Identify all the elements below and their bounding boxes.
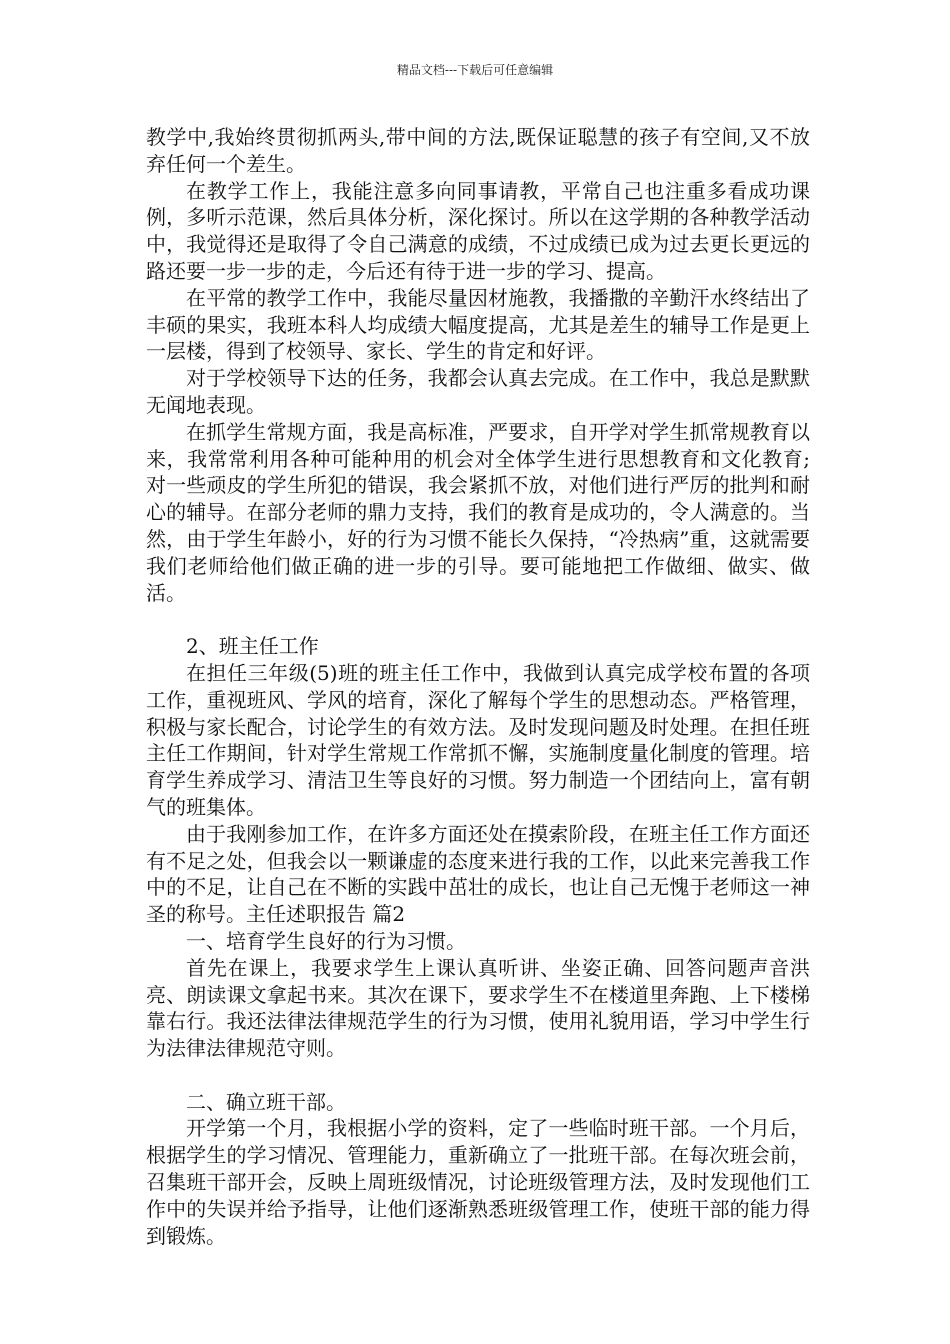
- paragraph-complete-tasks: 对于学校领导下达的任务，我都会认真去完成。在工作中，我总是默默无闻地表现。: [146, 366, 810, 417]
- paragraph-student-routines: 在抓学生常规方面，我是高标准，严要求，自开学对学生抓常规教育以来，我常常利用各种可能种用的机会对全体学生进行思想教育和文化教育;对一些顽皮的学生所犯的错误，我会紧抓不放，对他们进行严厉的批判和耐心的辅导。在部分老师的鼎力支持，我们的教育是成功的，令人满意的。当然，由于学生年龄小，好的行为习惯不能长久保持，“冷热病”重，这就需要我们老师给他们做正确的进一步的引导。要可能地把工作做细、做实、做活。: [146, 419, 810, 605]
- section-heading-head-teacher: 2、班主任工作: [186, 634, 319, 659]
- paragraph-self-improvement: 由于我刚参加工作，在许多方面还处在摸索阶段，在班主任工作方面还有不足之处，但我会以一颗谦虚的态度来进行我的工作，以此来完善我工作中的不足，让自己在不断的实践中茁壮的成长，也让自己无愧于老师这一神圣的称号。主任述职报告 篇2: [146, 821, 810, 927]
- section-heading-behavior-habits: 一、培育学生良好的行为习惯。: [186, 928, 466, 953]
- paragraph-learn-from-colleagues: 在教学工作上，我能注意多向同事请教，平常自己也注重多看成功课例，多听示范课，然后具体分析，深化探讨。所以在这学期的各种教学活动中，我觉得还是取得了令自己满意的成绩，不过成绩已成为过去更长更远的路还要一步一步的走，今后还有待于进一步的学习、提高。: [146, 178, 810, 283]
- paragraph-behavior-habits: 首先在课上，我要求学生上课认真听讲、坐姿正确、回答问题声音洪亮、朗读课文拿起书来。其次在课下，要求学生不在楼道里奔跑、上下楼梯靠右行。我还法律法律规范学生的行为习惯，使用礼貌用语，学习中学生行为法律法律规范守则。: [146, 955, 810, 1061]
- page-header: 精品文档---下载后可任意编辑: [396, 63, 554, 77]
- paragraph-class-cadres: 开学第一个月，我根据小学的资料，定了一些临时班干部。一个月后，根据学生的学习情况、管理能力，重新确立了一批班干部。在每次班会前，召集班干部开会，反映上周班级情况，讨论班级管理方法，及时发现他们工作中的失误并给予指导，让他们逐渐熟悉班级管理工作，使班干部的能力得到锻炼。: [146, 1116, 810, 1248]
- section-heading-class-cadres: 二、确立班干部。: [186, 1089, 346, 1114]
- paragraph-teach-by-aptitude: 在平常的教学工作中，我能尽量因材施教，我播撒的辛勤汗水终结出了丰硕的果实，我班本科人均成绩大幅度提高，尤其是差生的辅导工作是更上一层楼，得到了校领导、家长、学生的肯定和好评。: [146, 285, 810, 364]
- paragraph-teaching-method: 教学中,我始终贯彻抓两头,带中间的方法,既保证聪慧的孩子有空间,又不放弃任何一个差生。: [146, 125, 810, 176]
- paragraph-head-teacher-duties: 在担任三年级(5)班的班主任工作中，我做到认真完成学校布置的各项工作，重视班风、学风的培育，深化了解每个学生的思想动态。严格管理，积极与家长配合，讨论学生的有效方法。及时发现问题及时处理。在担任班主任工作期间，针对学生常规工作常抓不懈，实施制度量化制度的管理。培育学生养成学习、清洁卫生等良好的习惯。努力制造一个团结向上，富有朝气的班集体。: [146, 660, 810, 819]
- document-body: [146, 124, 810, 1249]
